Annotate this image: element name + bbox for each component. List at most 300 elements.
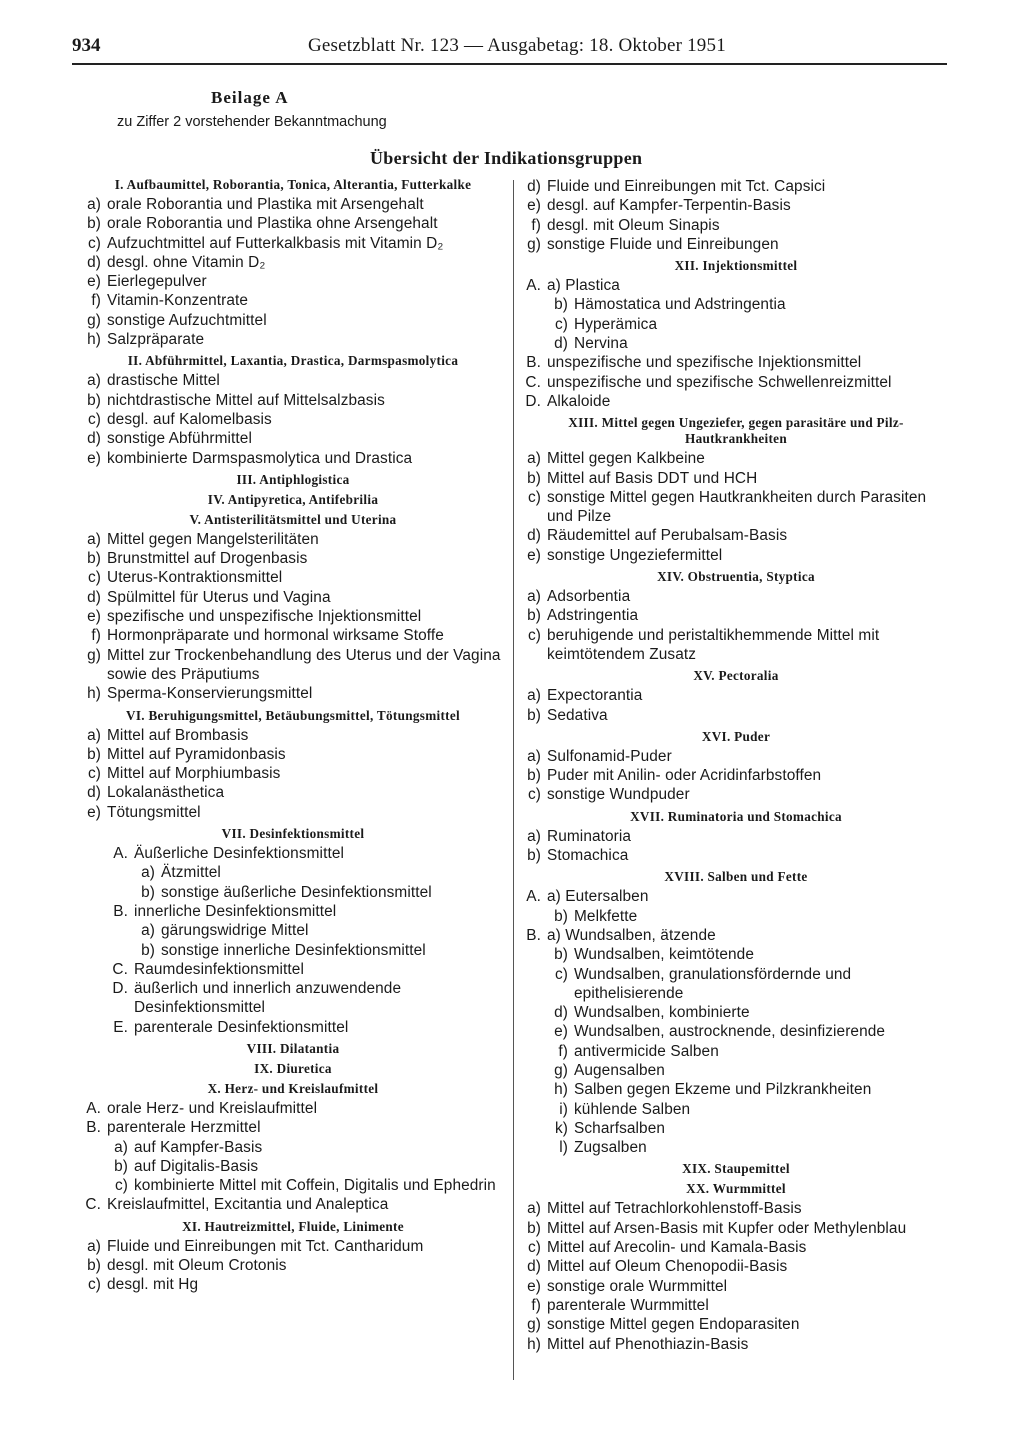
list-item — [521, 846, 951, 865]
list-item-marker: d) — [527, 178, 541, 195]
list-item — [521, 945, 951, 964]
list-item — [521, 1042, 951, 1061]
list-item-marker: e) — [527, 546, 541, 564]
list-item-text: Wundsalben, keimtötende — [574, 946, 754, 964]
list-item-text: antivermicide Salben — [574, 1042, 719, 1060]
list-item — [521, 1277, 951, 1296]
list-item — [521, 1296, 951, 1315]
list-item-marker: B. — [526, 354, 541, 372]
list-item — [521, 766, 951, 785]
section-heading: VII. Desinfektionsmittel — [221, 826, 365, 842]
list-item-text: auf Digitalis-Basis — [134, 1157, 259, 1175]
list-item-marker: C. — [85, 1196, 101, 1214]
list-item — [81, 1195, 505, 1214]
list-item-marker: b) — [527, 767, 541, 785]
list-item-marker: b) — [141, 883, 155, 901]
list-item-text: Mittel auf Tetrachlorkohlenstoff-Basis — [547, 1200, 802, 1218]
list-item-marker: a) — [527, 827, 541, 845]
list-item-text: sonstige Ungeziefermittel — [547, 546, 723, 564]
list-item — [521, 216, 951, 235]
list-item — [81, 568, 505, 587]
list-item — [521, 587, 951, 606]
list-item-marker: c) — [527, 786, 541, 804]
list-item-marker: b) — [554, 296, 568, 314]
list-item — [521, 546, 951, 565]
list-item-text: Nervina — [574, 335, 628, 353]
list-item-text: Mittel auf Morphiumbasis — [107, 765, 281, 783]
list-item — [521, 315, 951, 334]
section-heading: XI. Hautreizmittel, Fluide, Linimente — [182, 1218, 404, 1234]
list-item — [81, 863, 505, 882]
list-item-marker: g) — [87, 311, 101, 329]
list-item-text: desgl. auf Kampfer-Terpentin-Basis — [547, 197, 791, 215]
list-item-text: Mittel zur Trockenbehandlung des Uterus und der Vagina sowie des Präputiums — [107, 646, 501, 683]
list-item-text: Wundsalben, austrocknende, desinfizierende — [574, 1023, 886, 1041]
list-item-marker: a) — [527, 747, 541, 765]
list-item — [521, 606, 951, 625]
list-item-text: Äußerliche Desinfektionsmittel — [134, 845, 344, 863]
list-item-marker: f) — [531, 216, 541, 234]
list-item — [81, 330, 505, 349]
list-item-text: Lokalanästhetica — [107, 784, 225, 802]
list-item-text: Tötungsmittel — [107, 803, 201, 821]
list-item-text: parenterale Herzmittel — [107, 1119, 261, 1137]
list-item-marker: e) — [87, 273, 101, 291]
list-item — [81, 646, 505, 685]
section-heading: III. Antiphlogistica — [236, 471, 350, 487]
list-item-text: a) Wundsalben, ätzende — [547, 926, 716, 944]
list-item — [521, 276, 951, 295]
list-item-marker: g) — [527, 235, 541, 253]
list-item-text: beruhigende und peristaltikhemmende Mittel mit keimtötendem Zusatz — [547, 626, 880, 663]
list-item-text: sonstige Mittel gegen Endoparasiten — [547, 1316, 800, 1334]
list-item-text: kühlende Salben — [574, 1100, 691, 1118]
list-item-marker: d) — [87, 588, 101, 606]
list-item-marker: g) — [554, 1061, 568, 1079]
list-item-marker: B. — [86, 1119, 101, 1137]
list-item — [521, 1335, 951, 1354]
list-item-marker: A. — [113, 845, 128, 863]
list-item — [81, 960, 505, 979]
list-item-marker: C. — [112, 960, 128, 978]
list-item-marker: E. — [113, 1018, 128, 1036]
section-heading: V. Antisterilitätsmittel und Uterina — [189, 511, 397, 527]
page-number: 934 — [72, 35, 101, 56]
list-item — [521, 965, 951, 1004]
list-item-text: desgl. auf Kalomelbasis — [107, 410, 272, 428]
list-item-marker: f) — [91, 627, 101, 645]
list-item — [521, 449, 951, 468]
list-item — [81, 195, 505, 214]
list-item — [521, 706, 951, 725]
list-item-text: unspezifische und spezifische Injektionsmittel — [547, 354, 862, 372]
list-item-text: Fluide und Einreibungen mit Tct. Capsici — [547, 178, 826, 195]
list-item-text: sonstige äußerliche Desinfektionsmittel — [161, 883, 432, 901]
list-item-marker: d) — [87, 430, 101, 448]
list-item-marker: b) — [87, 1257, 101, 1275]
list-item-text: sonstige Wundpuder — [547, 786, 690, 804]
list-item — [521, 747, 951, 766]
list-item-marker: l) — [559, 1139, 568, 1157]
list-item — [81, 607, 505, 626]
list-item-marker: d) — [527, 527, 541, 545]
list-item-marker: c) — [87, 1276, 101, 1294]
list-item-marker: f) — [558, 1042, 568, 1060]
list-item — [81, 1157, 505, 1176]
list-item — [81, 234, 505, 253]
list-item-marker: e) — [87, 608, 101, 626]
list-item-marker: b) — [554, 946, 568, 964]
list-item — [81, 1176, 505, 1195]
list-item — [81, 883, 505, 902]
list-item-text: innerliche Desinfektionsmittel — [134, 902, 337, 920]
list-item-text: Kreislaufmittel, Excitantia und Analeptica — [107, 1196, 389, 1214]
list-item-marker: c) — [527, 626, 541, 644]
list-item-marker: e) — [87, 449, 101, 467]
list-item — [81, 410, 505, 429]
list-item-marker: c) — [554, 315, 568, 333]
list-item-marker: a) — [141, 864, 155, 882]
list-item-marker: b) — [527, 1219, 541, 1237]
list-item-text: sonstige orale Wurmmittel — [547, 1277, 728, 1295]
list-item-marker: b) — [141, 941, 155, 959]
list-item-marker: c) — [87, 569, 101, 587]
list-item — [521, 469, 951, 488]
section-heading: VI. Beruhigungsmittel, Betäubungsmittel, Tötungsmittel — [126, 707, 460, 723]
list-item-marker: g) — [87, 646, 101, 664]
list-item-marker: b) — [87, 391, 101, 409]
list-item-marker: b) — [527, 469, 541, 487]
list-item — [81, 272, 505, 291]
list-item — [81, 1275, 505, 1294]
list-item — [81, 745, 505, 764]
section-heading: XIV. Obstruentia, Styptica — [657, 569, 815, 585]
list-item — [521, 1119, 951, 1138]
list-item — [521, 926, 951, 945]
list-item-text: Räudemittel auf Perubalsam-Basis — [547, 527, 788, 545]
list-item-text: Sperma-Konservierungsmittel — [107, 685, 313, 703]
list-item-text: Puder mit Anilin- oder Acridinfarbstoffen — [547, 767, 822, 785]
list-item-text: Hämostatica und Adstringentia — [574, 296, 786, 314]
list-item-text: Sulfonamid-Puder — [547, 747, 672, 765]
list-item-text: Alkaloide — [547, 392, 611, 410]
list-item — [81, 1099, 505, 1118]
list-item-text: sonstige Abführmittel — [107, 430, 252, 448]
list-item-marker: b) — [114, 1157, 128, 1175]
list-item-text: a) Eutersalben — [547, 888, 649, 906]
list-item-text: Adstringentia — [547, 607, 639, 625]
list-item-text: desgl. mit Oleum Sinapis — [547, 216, 720, 234]
list-item-marker: b) — [554, 907, 568, 925]
list-item — [81, 1018, 505, 1037]
list-item-text: Eierlegepulver — [107, 273, 207, 291]
list-item-text: Mittel auf Brombasis — [107, 726, 249, 744]
list-item-marker: e) — [87, 803, 101, 821]
list-item — [81, 726, 505, 745]
list-item-text: Mittel gegen Kalkbeine — [547, 450, 705, 468]
list-item — [81, 311, 505, 330]
list-item-text: Raumdesinfektionsmittel — [134, 960, 304, 978]
list-item-marker: A. — [86, 1099, 101, 1117]
list-item-marker: C. — [525, 373, 541, 391]
list-item-marker: g) — [527, 1316, 541, 1334]
list-item-text: sonstige Aufzuchtmittel — [107, 311, 267, 329]
list-item — [521, 686, 951, 705]
list-item-text: Scharfsalben — [574, 1119, 666, 1137]
list-item-marker: h) — [527, 1335, 541, 1353]
list-item-text: Augensalben — [574, 1061, 665, 1079]
list-item-marker: h) — [87, 685, 101, 703]
list-item — [81, 530, 505, 549]
list-item-text: Vitamin-Konzentrate — [107, 292, 249, 310]
list-item — [521, 392, 951, 411]
list-item-marker: i) — [559, 1100, 568, 1118]
list-item-text: Sedativa — [547, 706, 608, 724]
list-item-text: Hyperämica — [574, 315, 658, 333]
list-item-text: Adsorbentia — [547, 588, 631, 606]
list-item-text: Salben gegen Ekzeme und Pilzkrankheiten — [574, 1081, 872, 1099]
list-item — [521, 526, 951, 545]
list-item — [521, 887, 951, 906]
list-item-marker: a) — [527, 687, 541, 705]
list-item-marker: b) — [527, 607, 541, 625]
list-item — [521, 295, 951, 314]
list-item-text: Stomachica — [547, 847, 629, 865]
list-item — [81, 902, 505, 921]
list-item-text: drastische Mittel — [107, 372, 220, 390]
list-item-text: Mittel auf Arsen-Basis mit Kupfer oder Methylenblau — [547, 1219, 907, 1237]
list-item-text: orale Herz- und Kreislaufmittel — [107, 1099, 318, 1117]
list-item-marker: A. — [526, 277, 541, 295]
list-item-text: parenterale Desinfektionsmittel — [134, 1018, 349, 1036]
list-item-marker: h) — [554, 1081, 568, 1099]
list-item-text: auf Kampfer-Basis — [134, 1138, 263, 1156]
list-item-text: orale Roborantia und Plastika ohne Arsengehalt — [107, 215, 438, 233]
list-item-text: äußerlich und innerlich anzuwendende Desinfektionsmittel — [134, 980, 402, 1017]
list-item — [521, 196, 951, 215]
list-item-marker: c) — [114, 1177, 128, 1195]
list-item — [521, 1100, 951, 1119]
list-item-marker: e) — [554, 1023, 568, 1041]
list-item-marker: a) — [527, 588, 541, 606]
list-item-text: Mittel auf Arecolin- und Kamala-Basis — [547, 1239, 807, 1257]
list-item — [81, 253, 505, 272]
section-heading: XIX. Staupemittel — [682, 1161, 790, 1177]
list-item-text: desgl. mit Oleum Crotonis — [107, 1257, 287, 1275]
appendix-title: Beilage A — [211, 88, 289, 107]
list-item-text: desgl. ohne Vitamin D₂ — [107, 253, 266, 271]
section-heading: XV. Pectoralia — [693, 668, 779, 684]
list-item — [81, 626, 505, 645]
section-heading: XIII. Mittel gegen Ungeziefer, gegen parasitäre und Pilz-Hautkrankheiten — [568, 415, 904, 447]
list-item — [81, 429, 505, 448]
list-item-marker: A. — [526, 888, 541, 906]
header-rule — [72, 63, 947, 65]
list-item — [521, 1138, 951, 1157]
list-item — [81, 214, 505, 233]
list-item — [81, 783, 505, 802]
list-item-text: Hormonpräparate und hormonal wirksame Stoffe — [107, 627, 444, 645]
list-item — [521, 1199, 951, 1218]
list-item — [521, 1315, 951, 1334]
list-item-text: unspezifische und spezifische Schwellenreizmittel — [547, 373, 892, 391]
list-item — [521, 1257, 951, 1276]
list-item — [81, 1256, 505, 1275]
list-item-marker: a) — [527, 450, 541, 468]
list-item-text: Mittel auf Pyramidonbasis — [107, 745, 286, 763]
list-item — [521, 334, 951, 353]
list-item-text: sonstige Mittel gegen Hautkrankheiten durch Parasiten und Pilze — [547, 488, 927, 526]
section-heading: IX. Diuretica — [254, 1060, 332, 1076]
list-item-text: Fluide und Einreibungen mit Tct. Cantharidum — [107, 1237, 424, 1255]
list-item — [81, 844, 505, 863]
list-item — [81, 549, 505, 568]
list-item-marker: a) — [527, 1200, 541, 1218]
list-item-text: Ruminatoria — [547, 827, 632, 845]
list-item-text: sonstige Fluide und Einreibungen — [547, 235, 779, 253]
section-heading: XVI. Puder — [701, 728, 771, 744]
list-item-marker: B. — [526, 926, 541, 944]
list-item-marker: a) — [87, 530, 101, 548]
list-item-text: Spülmittel für Uterus und Vagina — [107, 588, 331, 606]
list-item-text: Salzpräparate — [107, 331, 205, 349]
list-item-marker: D. — [112, 980, 128, 998]
list-item — [81, 684, 505, 703]
list-item-marker: d) — [87, 253, 101, 271]
list-item-marker: a) — [141, 922, 155, 940]
section-heading: II. Abführmittel, Laxantia, Drastica, Darmspasmolytica — [127, 353, 459, 369]
list-item — [81, 588, 505, 607]
section-heading: VIII. Dilatantia — [246, 1040, 340, 1056]
list-item-text: kombinierte Darmspasmolytica und Drastica — [107, 449, 413, 467]
list-item-text: Brunstmittel auf Drogenbasis — [107, 550, 308, 568]
list-item — [521, 1061, 951, 1080]
list-item-marker: B. — [113, 902, 128, 920]
list-item — [521, 488, 951, 527]
appendix-subtitle: zu Ziffer 2 vorstehender Bekanntmachung — [117, 114, 387, 130]
list-item-marker: d) — [554, 1004, 568, 1022]
list-item-text: Zugsalben — [574, 1139, 647, 1157]
section-heading: XX. Wurmmittel — [686, 1181, 786, 1197]
list-item — [81, 449, 505, 468]
list-item-marker: a) — [114, 1138, 128, 1156]
list-item — [81, 941, 505, 960]
list-item-text: spezifische und unspezifische Injektionsmittel — [107, 608, 422, 626]
list-item-marker: f) — [531, 1296, 541, 1314]
section-heading: IV. Antipyretica, Antifebrilia — [207, 491, 379, 507]
list-item-marker: h) — [87, 331, 101, 349]
list-item-marker: a) — [87, 372, 101, 390]
list-item-text: Mittel auf Oleum Chenopodii-Basis — [547, 1258, 788, 1276]
list-item-marker: b) — [87, 550, 101, 568]
list-item-text: Mittel auf Phenothiazin-Basis — [547, 1335, 749, 1353]
list-item-marker: a) — [87, 196, 101, 213]
list-item — [521, 1219, 951, 1238]
list-item-marker: c) — [527, 1239, 541, 1257]
list-item-text: kombinierte Mittel mit Coffein, Digitalis und Ephedrin — [134, 1177, 496, 1195]
list-item — [81, 1118, 505, 1137]
list-item-text: parenterale Wurmmittel — [547, 1296, 709, 1314]
list-item — [81, 1237, 505, 1256]
list-item-marker: b) — [527, 847, 541, 865]
list-item — [521, 785, 951, 804]
list-item-text: Mittel auf Basis DDT und HCH — [547, 469, 758, 487]
list-item — [81, 1138, 505, 1157]
list-item-marker: d) — [527, 1258, 541, 1276]
list-item-marker: b) — [87, 215, 101, 233]
list-item-marker: D. — [525, 392, 541, 410]
list-item — [81, 803, 505, 822]
list-item-text: Wundsalben, granulationsfördernde und epithelisierende — [574, 965, 852, 1002]
list-item-marker: e) — [527, 1277, 541, 1295]
list-item-marker: e) — [527, 197, 541, 215]
column-divider — [513, 180, 514, 1380]
list-item-marker: b) — [87, 745, 101, 763]
list-item — [521, 827, 951, 846]
list-item-text: a) Plastica — [547, 277, 620, 295]
list-item — [521, 626, 951, 665]
list-item-text: Mittel gegen Mangelsterilitäten — [107, 530, 319, 548]
list-item-text: sonstige innerliche Desinfektionsmittel — [161, 941, 426, 959]
list-item-marker: c) — [527, 488, 541, 506]
section-heading: XVII. Ruminatoria und Stomachica — [630, 808, 842, 824]
overview-title: Übersicht der Indikationsgruppen — [370, 148, 643, 168]
list-item — [521, 373, 951, 392]
list-item-marker: a) — [87, 726, 101, 744]
list-item — [81, 979, 505, 1018]
list-item-marker: f) — [91, 292, 101, 310]
list-item-marker: d) — [87, 784, 101, 802]
list-item — [521, 1022, 951, 1041]
list-item-text: Uterus-Kontraktionsmittel — [107, 569, 283, 587]
list-item — [521, 1003, 951, 1022]
page-header — [72, 35, 947, 63]
list-item-text: orale Roborantia und Plastika mit Arsengehalt — [107, 196, 424, 213]
list-item-marker: c) — [87, 765, 101, 783]
list-item — [521, 353, 951, 372]
list-item-text: nichtdrastische Mittel auf Mittelsalzbasis — [107, 391, 385, 409]
list-item — [81, 391, 505, 410]
list-item-text: Aufzuchtmittel auf Futterkalkbasis mit Vitamin D₂ — [107, 234, 444, 252]
list-item — [521, 907, 951, 926]
list-item-marker: c) — [87, 410, 101, 428]
list-item — [81, 921, 505, 940]
list-item — [81, 764, 505, 783]
section-heading: XVIII. Salben und Fette — [664, 869, 808, 885]
list-item-marker: a) — [87, 1237, 101, 1255]
list-item-marker: d) — [554, 335, 568, 353]
section-heading: XII. Injektionsmittel — [674, 258, 798, 274]
list-item-text: Ätzmittel — [161, 864, 221, 882]
section-heading: I. Aufbaumittel, Roborantia, Tonica, Alterantia, Futterkalke — [114, 177, 472, 192]
list-item — [521, 235, 951, 254]
list-item — [81, 371, 505, 390]
list-item-text: Expectorantia — [547, 687, 643, 705]
list-item — [521, 1238, 951, 1257]
list-item-marker: c) — [87, 234, 101, 252]
gazette-title: Gesetzblatt Nr. 123 — Ausgabetag: 18. Oktober 1951 — [308, 35, 726, 56]
list-item-marker: k) — [554, 1119, 568, 1137]
list-item — [81, 291, 505, 310]
list-item-text: desgl. mit Hg — [107, 1276, 199, 1294]
list-item — [521, 1080, 951, 1099]
list-item-text: Melkfette — [574, 907, 638, 925]
list-item-marker: b) — [527, 706, 541, 724]
list-item-marker: c) — [554, 965, 568, 983]
list-item-text: Wundsalben, kombinierte — [574, 1004, 750, 1022]
list-item-text: gärungswidrige Mittel — [161, 922, 309, 940]
left-column — [81, 177, 505, 1295]
